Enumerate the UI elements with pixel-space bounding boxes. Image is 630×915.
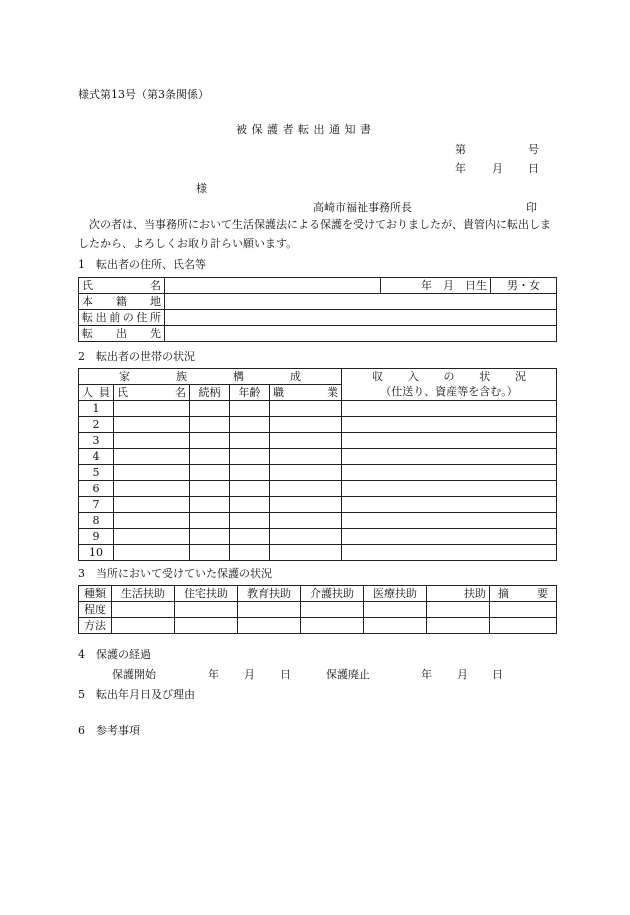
table-row xyxy=(79,465,557,481)
stop-day: 日 xyxy=(492,668,503,681)
table-row xyxy=(79,497,557,513)
row-number: 7 xyxy=(79,497,114,513)
protection-start-label: 保護開始 xyxy=(112,668,156,681)
birth-date-label: 年 月 日生 xyxy=(381,278,491,294)
row-number: 1 xyxy=(79,401,114,417)
income-header: 収入の状況 xyxy=(342,369,557,385)
resident-info-table xyxy=(78,277,557,342)
row-number: 10 xyxy=(79,545,114,561)
table-row xyxy=(79,417,557,433)
row-number: 6 xyxy=(79,481,114,497)
table-row xyxy=(79,529,557,545)
col-remarks: 摘要 xyxy=(490,586,557,602)
name-label: 氏名 xyxy=(79,278,165,294)
body-text: 次の者は、当事務所において生活保護法による保護を受けておりましたが、貴管内に転出しましたから、よろしくお取り計らい願います。 xyxy=(78,218,551,250)
row-method: 方法 xyxy=(79,618,112,634)
table-row xyxy=(79,401,557,417)
previous-address-label: 転出前の住所 xyxy=(79,310,165,326)
page-title: 被保護者転出通知書 xyxy=(236,123,376,136)
start-month: 月 xyxy=(244,668,255,681)
section-1-heading: 1 転出者の住所、氏名等 xyxy=(78,258,206,271)
col-number: 人員 xyxy=(79,385,114,401)
col-job: 職業 xyxy=(270,385,342,401)
col-other-aid: 扶助 xyxy=(427,586,490,602)
col-housing-aid: 住宅扶助 xyxy=(175,586,238,602)
col-relation: 続柄 xyxy=(190,385,230,401)
table-row xyxy=(79,545,557,561)
section-5-heading: 5 転出年月日及び理由 xyxy=(78,688,195,701)
section-3-heading: 3 当所において受けていた保護の状況 xyxy=(78,567,272,580)
stop-year: 年 xyxy=(421,668,432,681)
col-education-aid: 教育扶助 xyxy=(238,586,301,602)
destination-value xyxy=(165,326,557,342)
row-number: 9 xyxy=(79,529,114,545)
protection-status-table xyxy=(78,585,557,634)
start-year: 年 xyxy=(208,668,219,681)
date-year: 年 xyxy=(455,162,466,175)
issuer: 高崎市福祉事務所長 xyxy=(313,201,412,214)
date-day: 日 xyxy=(528,162,539,175)
honseki-value xyxy=(165,294,557,310)
col-care-aid: 介護扶助 xyxy=(301,586,364,602)
row-number: 5 xyxy=(79,465,114,481)
section-2-heading: 2 転出者の世帯の状況 xyxy=(78,350,195,363)
col-name: 氏名 xyxy=(114,385,190,401)
honseki-label: 本籍地 xyxy=(79,294,165,310)
seal-mark: 印 xyxy=(526,201,537,214)
row-number: 2 xyxy=(79,417,114,433)
col-medical-aid: 医療扶助 xyxy=(364,586,427,602)
table-row xyxy=(79,449,557,465)
col-type: 種類 xyxy=(79,586,112,602)
table-row xyxy=(79,513,557,529)
date-month: 月 xyxy=(492,162,503,175)
doc-number-prefix: 第 xyxy=(455,143,466,156)
col-age: 年齢 xyxy=(230,385,270,401)
name-value xyxy=(165,278,381,294)
protection-stop-label: 保護廃止 xyxy=(326,668,370,681)
row-degree: 程度 xyxy=(79,602,112,618)
row-number: 8 xyxy=(79,513,114,529)
row-number: 3 xyxy=(79,433,114,449)
col-living-aid: 生活扶助 xyxy=(112,586,175,602)
form-number: 様式第13号（第3条関係） xyxy=(78,88,209,101)
table-row xyxy=(79,481,557,497)
section-4-heading: 4 保護の経過 xyxy=(78,648,151,661)
family-header: 家族構成 xyxy=(79,369,342,385)
start-day: 日 xyxy=(280,668,291,681)
row-number: 4 xyxy=(79,449,114,465)
section-6-heading: 6 参考事項 xyxy=(78,724,140,737)
household-table xyxy=(78,368,557,561)
income-note: （仕送り、資産等を含む。） xyxy=(342,385,557,401)
table-row xyxy=(79,433,557,449)
addressee-suffix: 様 xyxy=(196,182,207,195)
destination-label: 転出先 xyxy=(79,326,165,342)
previous-address-value xyxy=(165,310,557,326)
gender-label: 男・女 xyxy=(491,278,557,294)
stop-month: 月 xyxy=(457,668,468,681)
doc-number-suffix: 号 xyxy=(528,143,539,156)
